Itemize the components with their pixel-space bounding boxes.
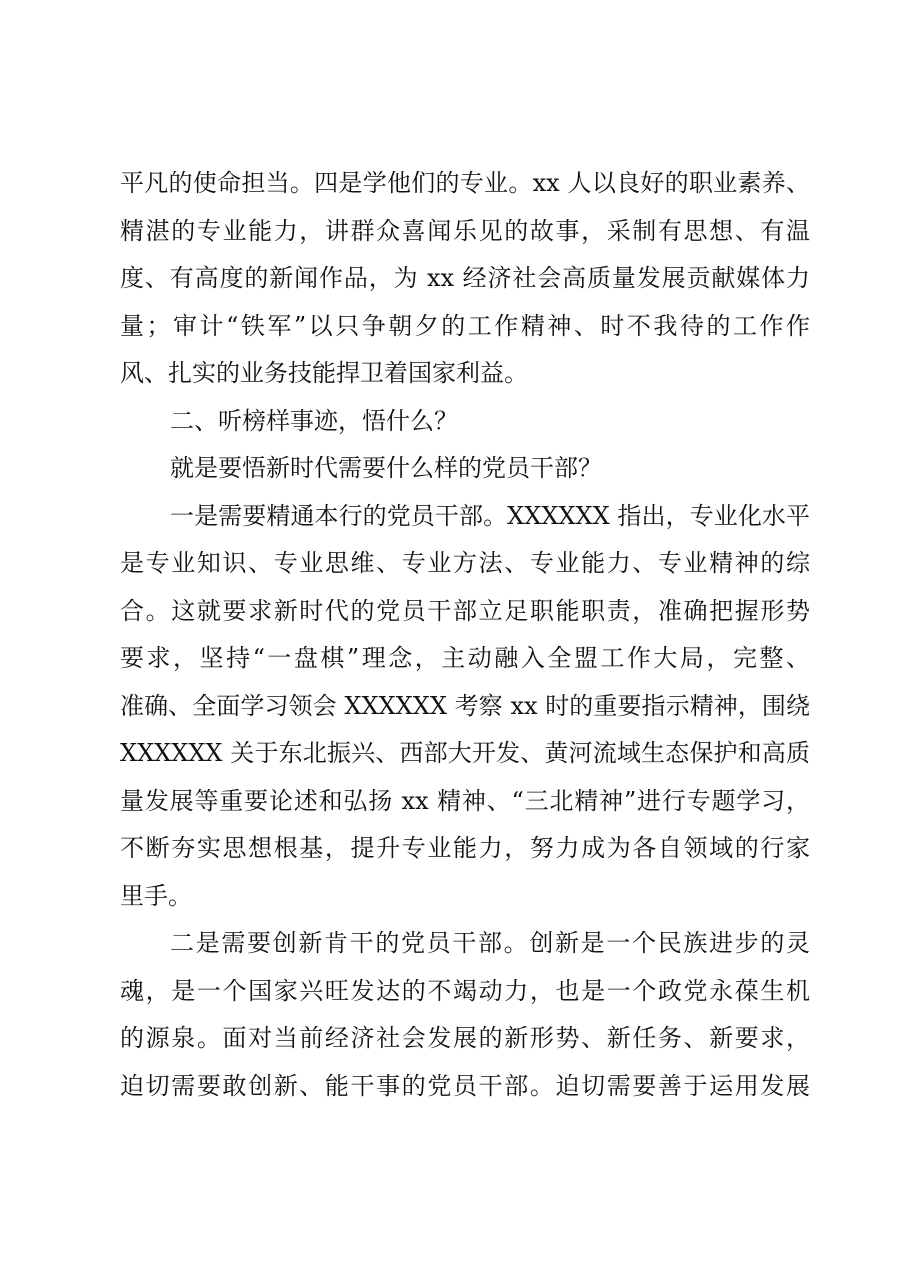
text-line: XXXXXX 关于东北振兴、西部大开发、黄河流域生态保护和高质 [120,739,810,767]
text-line: 不断夯实思想根基，提升专业能力，努力成为各自领域的行家 [120,834,810,862]
text-line: 准确、全面学习领会 XXXXXX 考察 xx 时的重要指示精神，围绕 [120,691,810,720]
text-line: 量；审计“铁军”以只争朝夕的工作精神、时不我待的工作作 [120,311,810,340]
text-line: 精湛的专业能力，讲群众喜闻乐见的故事，采制有思想、有温 [120,216,810,245]
text-line: 平凡的使命担当。四是学他们的专业。xx 人以良好的职业素养、 [120,169,810,197]
text-line: 的源泉。面对当前经济社会发展的新形势、新任务、新要求， [120,1024,810,1052]
text-line: 是专业知识、专业思维、专业方法、专业能力、专业精神的综 [120,549,810,577]
text-line: 魂，是一个国家兴旺发达的不竭动力，也是一个政党永葆生机 [120,976,810,1005]
text-line: 里手。 [120,881,192,910]
paragraph-start: 一是需要精通本行的党员干部。XXXXXX 指出，专业化水平 [170,501,810,530]
paragraph-start: 二是需要创新肯干的党员干部。创新是一个民族进步的灵 [170,929,810,957]
section-subheading: 就是要悟新时代需要什么样的党员干部？ [170,454,602,482]
document-body [120,160,810,1110]
text-line: 合。这就要求新时代的党员干部立足职能职责，准确把握形势 [120,596,810,625]
text-line: 量发展等重要论述和弘扬 xx 精神、“三北精神”进行专题学习， [120,786,810,815]
text-line: 要求，坚持“一盘棋”理念，主动融入全盟工作大局，完整、 [120,644,810,672]
text-line: 风、扎实的业务技能捍卫着国家利益。 [120,359,528,387]
text-line: 度、有高度的新闻作品，为 xx 经济社会高质量发展贡献媒体力 [120,264,810,292]
text-line: 迫切需要敢创新、能干事的党员干部。迫切需要善于运用发展 [120,1071,810,1100]
section-heading: 二、听榜样事迹，悟什么？ [170,406,458,435]
